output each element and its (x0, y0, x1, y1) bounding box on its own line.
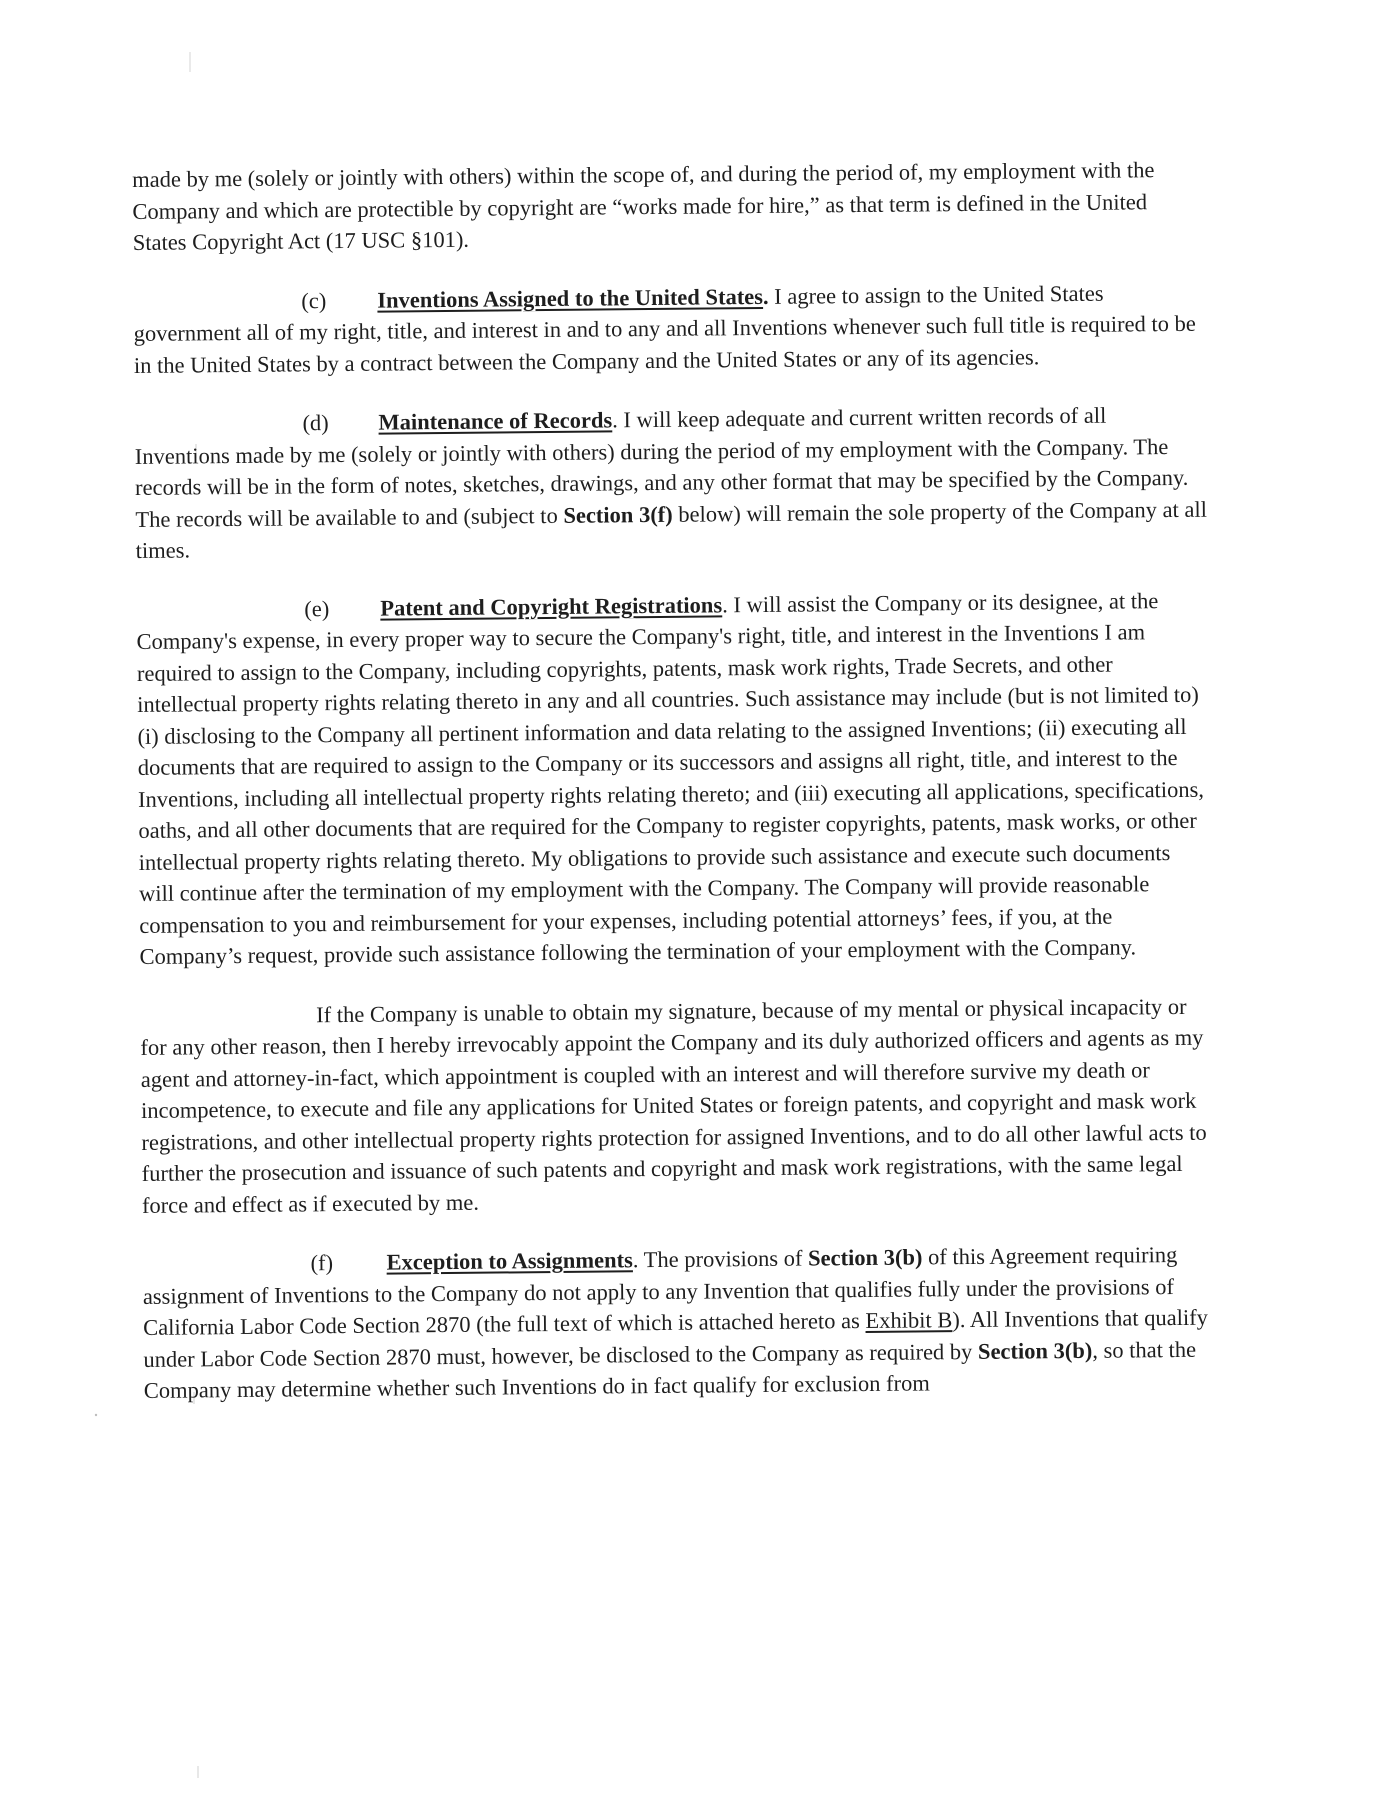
paragraph-signature-attorney-in-fact (140, 990, 1214, 1221)
section-c-heading-period: . (762, 283, 769, 309)
section-f-body-4: , so that the Company may determine whether such Inventions do in fact qualify for exclusion from (143, 1336, 1197, 1403)
section-d-heading-period: . (612, 407, 618, 433)
section-d-paragraph (134, 399, 1207, 567)
section-f-letter: (f) (310, 1250, 334, 1276)
document-body (132, 154, 1216, 1407)
section-e-heading-period: . (722, 591, 728, 617)
section-c-letter: (c) (301, 287, 327, 313)
section-d-body-2: below) will remain the sole property of the Company at all times. (135, 496, 1208, 563)
section-f-heading-period: . (632, 1247, 639, 1273)
section-e-body: I will assist the Company or its designee, at the Company's expense, in every proper way to secure the Company's right, title, and interest in the Inventions I am required to assign to the Company, including copyrights, patents, mask work rights, Trade Secrets, and other intellectual property rights relating thereto in any and all countries. Such assistance may include (but is not limited to) (i) disclosing to the Company all pertinent information and data relating to the assigned Inventions; (ii) executing all documents that are required to assign to the Company or its successors and assigns all right, title, and interest to the Inventions, including all intellectual property rights relating thereto; and (iii) executing all applications, specifications, oaths, and all other documents that are required for the Company to register copyrights, patents, mask works, or other intellectual property rights relating thereto. My obligations to provide such assistance and execute such documents will continue after the termination of my employment with the Company. The Company will provide reasonable compensation to you and reimbursement for your expenses, including potential attorneys’ fees, if you, at the Company’s request, provide such assistance following the termination of your employment with the Company. (136, 587, 1205, 969)
section-c-body: I agree to assign to the United States government all of my right, title, and interest in and to any and all Inventions whenever such full title is required to be in the United States by a contract between the Company and the United States or any of its agencies. (133, 280, 1196, 378)
paragraph-text: If the Company is unable to obtain my signature, because of my mental or physical incapacity or for any other reason, then I hereby irrevocably appoint the Company and its duly authorized officers and agents as my agent and attorney-in-fact, which appointment is coupled with an interest and will therefore survive my death or incompetence, to execute and file any applications for United States or foreign patents, and copyright and mask work registrations, and other intellectual property rights protection for assigned Inventions, and to do all other lawful acts to further the prosecution and issuance of such patents and copyright and mask work registrations, with the same legal force and effect as if executed by me. (140, 993, 1207, 1218)
section-d-reference: Section 3(f) (563, 501, 673, 528)
section-c-paragraph (133, 276, 1206, 381)
scan-mark (95, 1414, 97, 1416)
section-f-body-3: ). All Inventions that qualify under Labor Code Section 2870 must, however, be disclosed to the Company as required by (143, 1304, 1209, 1372)
paragraph-works-made-for-hire (132, 154, 1205, 259)
section-e-paragraph (136, 584, 1212, 972)
section-e-letter: (e) (304, 595, 330, 621)
section-f-body-2: of this Agreement requiring assignment of Inventions to the Company do not apply to any Invention that qualifies fully under the provisions of California Labor Code Section 2870 (the full text of which is attached hereto as (142, 1242, 1178, 1340)
paragraph-text: made by me (solely or jointly with others) within the scope of, and during the period of, my employment with the Company and which are protectible by copyright are “works made for hire,” as that term is defined in the United States Copyright Act (17 USC §101). (132, 157, 1155, 255)
section-f-heading: Exception to Assignments (386, 1247, 633, 1275)
paragraph-indent (140, 1022, 316, 1024)
section-e-heading: Patent and Copyright Registrations (380, 591, 723, 621)
section-f-reference-2: Section 3(b) (977, 1337, 1093, 1364)
section-d-letter: (d) (302, 410, 329, 436)
exhibit-b-reference: Exhibit B (865, 1307, 953, 1334)
section-f-body-1: The provisions of (638, 1245, 809, 1273)
section-f-reference-1: Section 3(b) (807, 1244, 923, 1271)
section-f-paragraph (142, 1239, 1215, 1407)
section-d-heading: Maintenance of Records (378, 407, 613, 435)
section-d-body-1: I will keep adequate and current written records of all Inventions made by me (solely or jointly with others) during the period of my employment with the Company. The records will be in the form of notes, sketches, drawings, and any other format that may be specified by the Company. The records will be available to and (subject to (134, 402, 1189, 532)
section-c-heading: Inventions Assigned to the United States (377, 283, 764, 313)
